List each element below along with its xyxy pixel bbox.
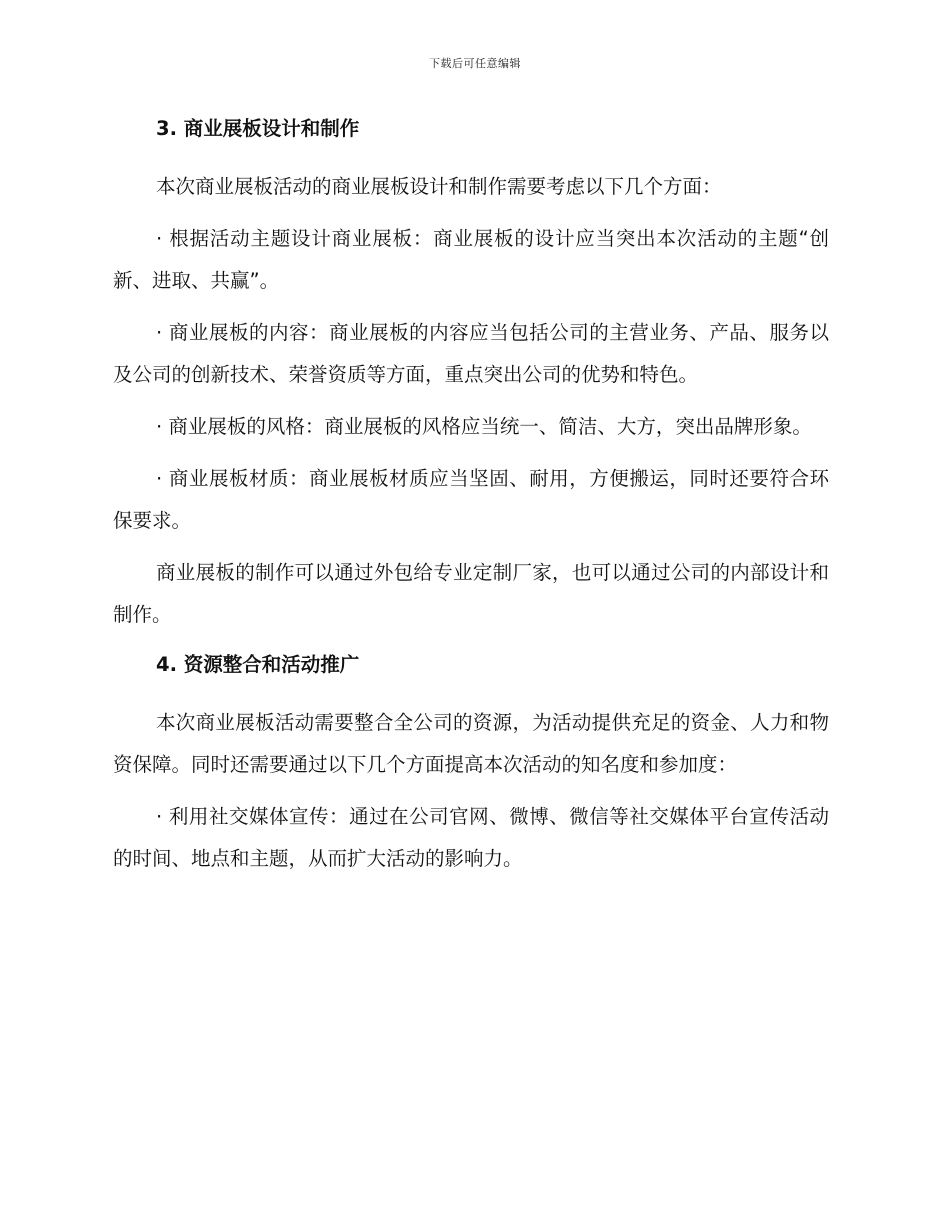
document-body [113,110,829,890]
paragraph: 本次商业展板活动的商业展板设计和制作需要考虑以下几个方面： [156,175,722,198]
section-heading: 4. 资源整合和活动推广 [156,653,360,676]
paragraph: 商业展板的制作可以通过外包给专业定制厂家，也可以通过公司的内部设计和制作。 [113,561,829,626]
bullet-paragraph: · 商业展板的内容：商业展板的内容应当包括公司的主营业务、产品、服务以及公司的创新技术、荣誉资质等方面，重点突出公司的优势和特色。 [113,321,829,386]
bullet-paragraph: · 根据活动主题设计商业展板：商业展板的设计应当突出本次活动的主题“创新、进取、共赢”。 [113,227,829,292]
bullet-paragraph: · 商业展板的风格：商业展板的风格应当统一、简洁、大方，突出品牌形象。 [156,415,812,438]
paragraph: 本次商业展板活动需要整合全公司的资源，为活动提供充足的资金、人力和物资保障。同时还需要通过以下几个方面提高本次活动的知名度和参加度： [113,711,829,776]
bullet-paragraph: · 利用社交媒体宣传：通过在公司官网、微博、微信等社交媒体平台宣传活动的时间、地点和主题，从而扩大活动的影响力。 [113,805,829,870]
bullet-paragraph: · 商业展板材质：商业展板材质应当坚固、耐用，方便搬运，同时还要符合环保要求。 [113,467,829,532]
section-heading: 3. 商业展板设计和制作 [156,117,360,140]
page-header-note: 下载后可任意编辑 [429,57,521,70]
section-4 [113,646,829,880]
section-3 [113,110,829,636]
